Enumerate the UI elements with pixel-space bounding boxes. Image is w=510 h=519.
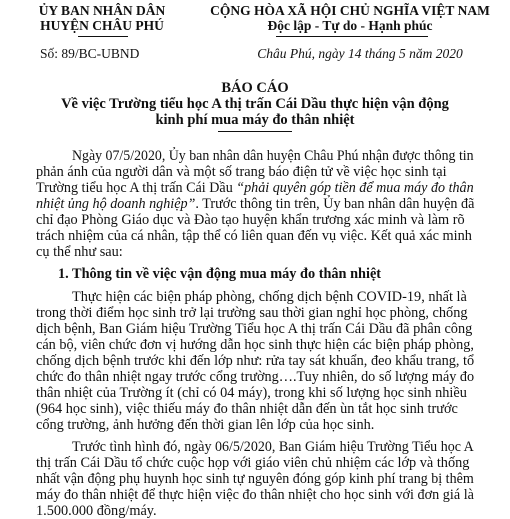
- issuer-line2: HUYỆN CHÂU PHÚ: [40, 18, 164, 33]
- text-line: Thực hiện các biện pháp phòng, chống dịch bệnh COVID-19, nhất là: [72, 289, 467, 305]
- text-line: cổng trường, ảnh hưởng đến thời gian lên lớp của học sinh.: [36, 417, 375, 433]
- text-line: Trường tiểu học A thị trấn Cái Dầu “phải quyên góp tiền để mua máy đo thân: [36, 180, 474, 196]
- text-line: chức đo thân nhiệt ngay trước cổng trường….Tuy nhiên, do số lượng máy đo: [36, 369, 475, 385]
- text-line: cán bộ, viên chức đơn vị hướng dẫn học sinh thực hiện các biện pháp phòng,: [36, 337, 474, 353]
- title-underline: [218, 131, 292, 132]
- text-line: cụ thể như sau:: [36, 244, 123, 260]
- issuer-line1: ỦY BAN NHÂN DÂN: [38, 3, 166, 18]
- text-line: máy đo thân nhiệt để thực hiện việc đo thân nhiệt cho học sinh với đơn giá là: [36, 487, 474, 503]
- document-number: Số: 89/BC-UBND: [40, 46, 140, 61]
- text-line: (964 học sinh), việc thiếu máy đo thân nhiệt dẫn đến ùn tắt học sinh trước: [36, 401, 458, 417]
- text-line: nhất vận động phụ huynh học sinh tự nguyên đóng góp kinh phí trang bị thêm: [36, 471, 474, 487]
- text-line: thân nhiệt của Trường ít (chỉ có 04 máy), trong khi số lượng học sinh nhiều: [36, 385, 467, 401]
- text-line: phản ánh của người dân và một số trang báo điện tử về việc học sinh tại: [36, 164, 447, 180]
- report-subject-line1: Về việc Trường tiểu học A thị trấn Cái Dầu thực hiện vận động: [61, 96, 449, 112]
- text-line: trong thời điểm học sinh trở lại trường sau thời gian nghỉ học phòng, chống: [36, 305, 468, 321]
- text-line: thị trấn Cái Dầu tổ chức cuộc họp với giáo viên chủ nhiệm các lớp và thống: [36, 455, 470, 471]
- text-line: Ngày 07/5/2020, Ủy ban nhân dân huyện Châu Phú nhận được thông tin: [72, 148, 474, 164]
- place-date: Châu Phú, ngày 14 tháng 5 năm 2020: [257, 46, 463, 61]
- text-line: chống dịch bệnh trước khi đến lớp như: rửa tay sát khuẩn, đeo khẩu trang, tổ: [36, 353, 475, 369]
- national-motto: Độc lập - Tự do - Hạnh phúc: [267, 18, 433, 33]
- nation-name: CỘNG HÒA XÃ HỘI CHỦ NGHĨA VIỆT NAM: [210, 3, 490, 18]
- motto-underline: [276, 36, 428, 37]
- section-heading: 1. Thông tin về việc vận động mua máy đo thân nhiệt: [58, 266, 382, 282]
- report-subject-line2: kinh phí mua máy đo thân nhiệt: [155, 112, 355, 128]
- text-line: dịch bệnh, Ban Giám hiệu Trường Tiểu học A thị trấn Cái Dầu đã phân công: [36, 321, 473, 337]
- report-type: BÁO CÁO: [221, 80, 289, 96]
- issuer-underline: [78, 36, 128, 37]
- text-line: Trước tình hình đó, ngày 06/5/2020, Ban Giám hiệu Trường Tiểu học A: [72, 439, 474, 455]
- text-line: chỉ đạo Phòng Giáo dục và Đào tạo huyện khẩn trương xác minh và làm rõ: [36, 212, 465, 228]
- text-line: 1.500.000 đồng/máy.: [36, 503, 157, 519]
- text-line: trách nhiệm của cá nhân, tập thể có liên quan đến vụ việc. Kết quả xác minh: [36, 228, 472, 244]
- text-line: nhiệt ủng hộ doanh nghiệp”. Trước thông tin trên, Ủy ban nhân dân huyện đã: [36, 196, 475, 212]
